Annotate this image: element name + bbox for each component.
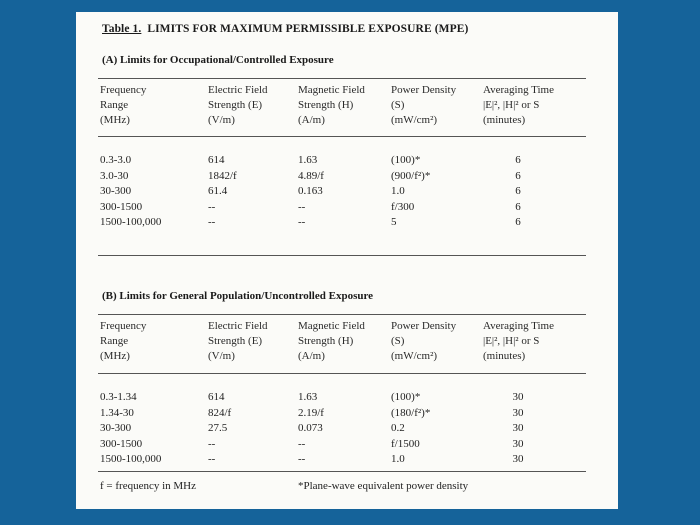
header-averaging-time: Averaging Time |E|², |H|² or S (minutes)	[483, 84, 554, 126]
cell-averaging-time: 30	[512, 422, 524, 434]
cell-power-density: 0.2	[391, 422, 405, 434]
cell-frequency: 3.0-30	[100, 169, 129, 182]
section-a-header-rule	[98, 136, 586, 137]
section-a-bottom-rule	[98, 255, 586, 256]
section-b-bottom-rule	[98, 471, 586, 472]
section-a-top-rule	[98, 78, 586, 79]
document-page	[76, 12, 618, 509]
footnote-plane-wave: *Plane-wave equivalent power density	[298, 480, 469, 492]
cell-frequency: 300-1500	[100, 437, 143, 450]
header-magnetic-field: Magnetic Field Strength (H) (A/m)	[298, 320, 365, 362]
cell-magnetic-field: 0.073	[298, 422, 323, 434]
cell-averaging-time: 6	[515, 154, 521, 166]
cell-magnetic-field: 0.163	[298, 185, 323, 197]
cell-power-density: (180/f²)*	[391, 406, 431, 419]
cell-electric-field: --	[208, 437, 216, 450]
cell-frequency: 1500-100,000	[100, 453, 162, 465]
header-frequency: Frequency Range (MHz)	[100, 320, 147, 362]
footnote-frequency: f = frequency in MHz	[100, 480, 197, 492]
cell-averaging-time: 6	[515, 169, 521, 182]
cell-power-density: (100)*	[391, 154, 421, 166]
cell-averaging-time: 30	[512, 406, 524, 419]
cell-averaging-time: 6	[515, 200, 521, 213]
header-magnetic-field: Magnetic Field Strength (H) (A/m)	[298, 84, 365, 126]
cell-power-density: (900/f²)*	[391, 169, 431, 182]
cell-electric-field: --	[208, 200, 216, 213]
cell-magnetic-field: 2.19/f	[298, 406, 324, 419]
cell-power-density: (100)*	[391, 391, 421, 403]
header-electric-field: Electric Field Strength (E) (V/m)	[208, 84, 268, 126]
cell-magnetic-field: --	[298, 200, 306, 213]
cell-frequency: 0.3-1.34	[100, 391, 137, 403]
cell-electric-field: 614	[208, 391, 225, 403]
cell-magnetic-field: --	[298, 437, 306, 450]
cell-electric-field: 61.4	[208, 185, 228, 197]
cell-electric-field: --	[208, 453, 216, 465]
cell-electric-field: 824/f	[208, 406, 232, 419]
cell-electric-field: 27.5	[208, 422, 228, 434]
header-power-density: Power Density (S) (mW/cm²)	[391, 84, 457, 126]
cell-averaging-time: 30	[512, 453, 524, 465]
cell-frequency: 1500-100,000	[100, 216, 162, 228]
cell-magnetic-field: 1.63	[298, 391, 318, 403]
cell-averaging-time: 30	[512, 391, 524, 403]
table-caption-text: LIMITS FOR MAXIMUM PERMISSIBLE EXPOSURE (MPE)	[147, 23, 469, 35]
cell-magnetic-field: --	[298, 216, 306, 228]
cell-frequency: 30-300	[100, 422, 132, 434]
cell-power-density: 5	[391, 216, 397, 228]
cell-frequency: 0.3-3.0	[100, 154, 132, 166]
cell-magnetic-field: 1.63	[298, 154, 318, 166]
section-b-header-rule	[98, 373, 586, 374]
cell-electric-field: 1842/f	[208, 169, 237, 182]
header-electric-field: Electric Field Strength (E) (V/m)	[208, 320, 268, 362]
cell-averaging-time: 6	[515, 216, 521, 228]
cell-averaging-time: 30	[512, 437, 524, 450]
cell-power-density: f/1500	[391, 437, 420, 450]
section-a-title: (A) Limits for Occupational/Controlled Exposure	[102, 54, 334, 66]
cell-electric-field: --	[208, 216, 216, 228]
cell-averaging-time: 6	[515, 185, 521, 197]
header-averaging-time: Averaging Time |E|², |H|² or S (minutes)	[483, 320, 554, 362]
cell-frequency: 1.34-30	[100, 406, 134, 419]
cell-magnetic-field: 4.89/f	[298, 169, 324, 182]
cell-frequency: 300-1500	[100, 200, 143, 213]
header-power-density: Power Density (S) (mW/cm²)	[391, 320, 457, 362]
table-caption	[102, 23, 468, 35]
section-b-top-rule	[98, 314, 586, 315]
cell-power-density: f/300	[391, 200, 415, 213]
cell-power-density: 1.0	[391, 453, 405, 465]
cell-frequency: 30-300	[100, 185, 132, 197]
cell-electric-field: 614	[208, 154, 225, 166]
cell-magnetic-field: --	[298, 453, 306, 465]
section-b-title: (B) Limits for General Population/Uncontrolled Exposure	[102, 290, 374, 302]
table-caption-label: Table 1.	[102, 23, 142, 35]
header-frequency: Frequency Range (MHz)	[100, 84, 147, 126]
cell-power-density: 1.0	[391, 185, 405, 197]
